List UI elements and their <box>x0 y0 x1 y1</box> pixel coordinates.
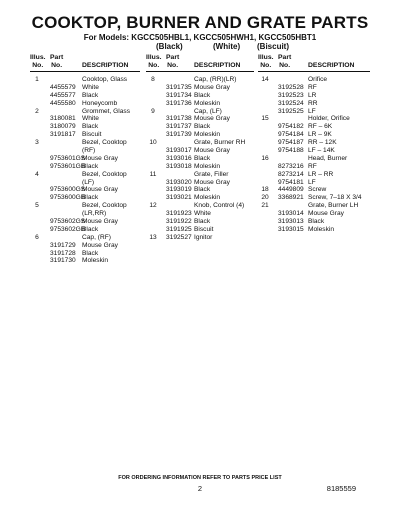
part-description: Black <box>82 162 99 170</box>
header-rule <box>146 71 254 72</box>
header-rule <box>30 71 140 72</box>
table-row <box>146 92 254 100</box>
part-description: LR <box>308 91 317 99</box>
header-part-no: Part No. <box>50 54 64 69</box>
part-number: 3193016 <box>166 154 192 162</box>
part-description: Grate, Burner RH <box>194 139 246 147</box>
part-description: Mouse Gray <box>194 178 230 186</box>
table-row <box>30 242 140 250</box>
table-row <box>258 210 370 218</box>
part-description: Head, Burner <box>308 154 348 162</box>
part-description: Mouse Gray <box>82 154 118 162</box>
part-description: White <box>194 210 211 218</box>
part-description: Cooktop, Glass <box>82 76 128 83</box>
table-row <box>258 123 370 131</box>
part-number: 3191730 <box>50 257 76 265</box>
part-description: White <box>82 115 99 123</box>
illus-number: 16 <box>261 154 269 162</box>
part-description: Moleskin <box>194 99 221 107</box>
part-number: 4455579 <box>50 83 76 91</box>
table-row <box>258 179 370 187</box>
part-description: Black <box>82 194 99 202</box>
part-number: 3368921 <box>278 194 304 202</box>
part-description: Moleskin <box>194 131 221 139</box>
part-description: (RF) <box>82 147 96 155</box>
part-number: 3193014 <box>278 210 304 218</box>
part-description: Black <box>82 91 99 99</box>
part-description: Moleskin <box>194 162 221 170</box>
column-header <box>258 54 370 71</box>
illus-number: 14 <box>261 76 269 83</box>
table-row <box>258 226 370 234</box>
part-number: 3191739 <box>166 131 192 139</box>
table-row <box>30 147 140 155</box>
part-description: Mouse Gray <box>82 186 118 194</box>
part-description: RF – 6K <box>308 123 333 131</box>
part-number: 3193015 <box>278 225 304 233</box>
parts-column-3 <box>258 54 370 234</box>
part-description: Moleskin <box>82 257 109 265</box>
illus-number: 4 <box>35 170 39 178</box>
part-description: Bezel, Cooktop <box>82 170 127 178</box>
part-number: 3193019 <box>166 186 192 194</box>
part-number: 3193013 <box>278 218 304 226</box>
table-row <box>146 218 254 226</box>
part-number: 3192528 <box>278 83 304 91</box>
part-description: Black <box>194 91 211 99</box>
part-number: 3191922 <box>166 218 192 226</box>
part-number: 4455577 <box>50 91 76 99</box>
header-part-no: Part No. <box>166 54 180 69</box>
page-number: 2 <box>197 484 203 493</box>
part-number: 9753602GS <box>50 218 86 226</box>
part-description: Bezel, Cooktop <box>82 139 127 147</box>
part-description: Orifice <box>308 76 328 83</box>
part-number: 3192523 <box>278 91 304 99</box>
table-row <box>146 210 254 218</box>
part-number: 3191738 <box>166 115 192 123</box>
table-row <box>146 115 254 123</box>
part-number: 8273214 <box>278 170 304 178</box>
table-row <box>30 186 140 194</box>
part-number: 3193021 <box>166 194 192 202</box>
part-number: 3191817 <box>50 131 76 139</box>
table-row <box>30 131 140 139</box>
table-row <box>146 194 254 202</box>
part-number: 3193020 <box>166 178 192 186</box>
table-row <box>258 108 370 116</box>
part-description: Knob, Control (4) <box>194 202 245 210</box>
table-row <box>146 131 254 139</box>
part-number: 9753600GB <box>50 194 86 202</box>
table-row <box>30 234 140 242</box>
part-number: 3191729 <box>50 241 76 249</box>
part-number: 4455580 <box>50 99 76 107</box>
models-line: For Models: KGCC505HBL1, KGCC505HWH1, KGCC505HBT1 <box>83 33 317 42</box>
part-description: Biscuit <box>82 131 102 139</box>
header-rule <box>258 71 370 72</box>
table-row <box>30 218 140 226</box>
part-description: Screw, 7–18 X 3/4 <box>308 194 362 202</box>
table-row <box>258 202 370 210</box>
color-biscuit: (Biscuit) <box>257 42 289 51</box>
part-description: RR <box>308 99 318 107</box>
table-row <box>258 92 370 100</box>
table-row <box>30 171 140 179</box>
illus-number: 11 <box>149 170 157 178</box>
part-number: 9754181 <box>278 178 304 186</box>
part-number: 3191925 <box>166 225 192 233</box>
table-row <box>30 202 140 210</box>
part-description: Black <box>308 218 325 226</box>
part-number: 3192524 <box>278 99 304 107</box>
table-row <box>258 147 370 155</box>
part-description: Grate, Burner LH <box>308 202 359 210</box>
part-number: 3192525 <box>278 107 304 115</box>
part-number: 4449809 <box>278 186 304 194</box>
header-illus-no: Illus. No. <box>258 54 274 69</box>
illus-number: 12 <box>149 202 157 210</box>
illus-number: 6 <box>35 233 39 241</box>
column-header <box>30 54 140 71</box>
ordering-note: FOR ORDERING INFORMATION REFER TO PARTS PRICE LIST <box>118 475 282 481</box>
part-description: Mouse Gray <box>194 83 230 91</box>
table-row <box>146 84 254 92</box>
part-description: Black <box>194 218 211 226</box>
part-description: Moleskin <box>194 194 221 202</box>
table-row <box>258 163 370 171</box>
table-row <box>146 76 254 84</box>
part-number: 3180079 <box>50 123 76 131</box>
table-row <box>258 171 370 179</box>
part-description: Holder, Orifice <box>308 115 350 123</box>
table-row <box>30 92 140 100</box>
part-number: 9753601GS <box>50 154 86 162</box>
part-number: 8273216 <box>278 162 304 170</box>
illus-number: 10 <box>149 139 157 147</box>
part-description: Cap, (RF) <box>82 233 111 241</box>
column-header <box>146 54 254 71</box>
table-row <box>258 115 370 123</box>
part-description: Black <box>194 154 211 162</box>
table-row <box>146 171 254 179</box>
illus-number: 21 <box>261 202 269 210</box>
table-row <box>258 194 370 202</box>
table-row <box>30 226 140 234</box>
part-number: 9754184 <box>278 131 304 139</box>
part-description: RF <box>308 83 317 91</box>
part-description: Black <box>194 186 211 194</box>
table-row <box>146 100 254 108</box>
part-description: Mouse Gray <box>82 241 118 249</box>
part-description: LF <box>308 178 316 186</box>
part-number: 9754187 <box>278 139 304 147</box>
part-description: RF <box>308 162 317 170</box>
part-description: Screw <box>308 186 327 194</box>
part-number: 3191734 <box>166 91 192 99</box>
header-illus-no: Illus. No. <box>30 54 46 69</box>
header-part-no: Part No. <box>278 54 292 69</box>
table-row <box>30 155 140 163</box>
illus-number: 15 <box>261 115 269 123</box>
table-row <box>146 179 254 187</box>
illus-number: 20 <box>261 194 269 202</box>
table-row <box>30 210 140 218</box>
illus-number: 8 <box>151 76 155 83</box>
part-number: 9754182 <box>278 123 304 131</box>
part-number: 3191737 <box>166 123 192 131</box>
table-row <box>258 76 370 84</box>
table-row <box>146 186 254 194</box>
part-description: Mouse Gray <box>308 210 344 218</box>
table-row <box>146 155 254 163</box>
table-row <box>30 115 140 123</box>
illus-number: 13 <box>149 233 157 241</box>
part-number: 9753601GB <box>50 162 86 170</box>
header-illus-no: Illus. No. <box>146 54 162 69</box>
part-number: 3180081 <box>50 115 76 123</box>
color-white: (White) <box>213 42 241 51</box>
header-description: DESCRIPTION <box>308 61 355 69</box>
table-row <box>30 108 140 116</box>
parts-column-1 <box>30 54 140 265</box>
part-number: 3192527 <box>166 233 192 241</box>
table-row <box>146 123 254 131</box>
table-row <box>30 76 140 84</box>
part-description: Moleskin <box>308 225 335 233</box>
table-row <box>258 218 370 226</box>
illus-number: 18 <box>261 186 269 194</box>
part-description: Black <box>82 225 99 233</box>
illus-number: 3 <box>35 139 39 147</box>
table-row <box>30 123 140 131</box>
illus-number: 5 <box>35 202 39 210</box>
part-description: Mouse Gray <box>194 115 230 123</box>
table-row <box>30 250 140 258</box>
part-description: LR – 9K <box>308 131 332 139</box>
part-number: 3191728 <box>50 249 76 257</box>
table-row <box>30 84 140 92</box>
part-number: 9754188 <box>278 147 304 155</box>
document-number: 8185559 <box>326 484 356 493</box>
illus-number: 1 <box>35 76 39 83</box>
part-description: Cap, (LF) <box>194 107 222 115</box>
table-row <box>146 163 254 171</box>
part-description: Biscuit <box>194 225 214 233</box>
table-row <box>30 194 140 202</box>
part-description: Black <box>82 249 99 257</box>
color-black: (Black) <box>156 42 183 51</box>
part-description: LR – RR <box>308 170 334 178</box>
part-description: Black <box>82 123 99 131</box>
part-description: Mouse Gray <box>82 218 118 226</box>
part-number: 9753600GS <box>50 186 86 194</box>
table-row <box>30 100 140 108</box>
table-row <box>30 163 140 171</box>
part-description: (LR,RR) <box>82 210 107 218</box>
part-number: 3191923 <box>166 210 192 218</box>
table-row <box>258 100 370 108</box>
part-number: 3191736 <box>166 99 192 107</box>
table-row <box>258 155 370 163</box>
illus-number: 9 <box>151 107 155 115</box>
part-number: 3193018 <box>166 162 192 170</box>
part-description: Grate, Filler <box>194 170 229 178</box>
part-description: Mouse Gray <box>194 147 230 155</box>
part-description: Cap, (RR)(LR) <box>194 76 237 83</box>
illus-number: 2 <box>35 107 39 115</box>
part-description: Black <box>194 123 211 131</box>
part-description: Ignitor <box>194 233 213 241</box>
part-description: Bezel, Cooktop <box>82 202 127 210</box>
part-description: (LF) <box>82 178 95 186</box>
table-row <box>30 139 140 147</box>
table-row <box>30 179 140 187</box>
header-description: DESCRIPTION <box>194 61 241 69</box>
table-row <box>30 257 140 265</box>
table-row <box>146 202 254 210</box>
part-description: LF – 14K <box>308 147 335 155</box>
part-number: 9753602GB <box>50 225 86 233</box>
page-title: COOKTOP, BURNER AND GRATE PARTS <box>31 13 369 32</box>
table-row <box>146 139 254 147</box>
table-row <box>146 147 254 155</box>
table-row <box>258 186 370 194</box>
table-row <box>258 139 370 147</box>
table-row <box>258 131 370 139</box>
part-description: White <box>82 83 99 91</box>
parts-column-2 <box>146 54 254 242</box>
part-description: RR – 12K <box>308 139 337 147</box>
part-description: Grommet, Glass <box>82 107 130 115</box>
part-description: Honeycomb <box>82 99 118 107</box>
table-row <box>258 84 370 92</box>
part-number: 3191735 <box>166 83 192 91</box>
header-description: DESCRIPTION <box>82 61 129 69</box>
part-description: LF <box>308 107 316 115</box>
table-row <box>146 226 254 234</box>
table-row <box>146 108 254 116</box>
table-row <box>146 234 254 242</box>
part-number: 3193017 <box>166 147 192 155</box>
